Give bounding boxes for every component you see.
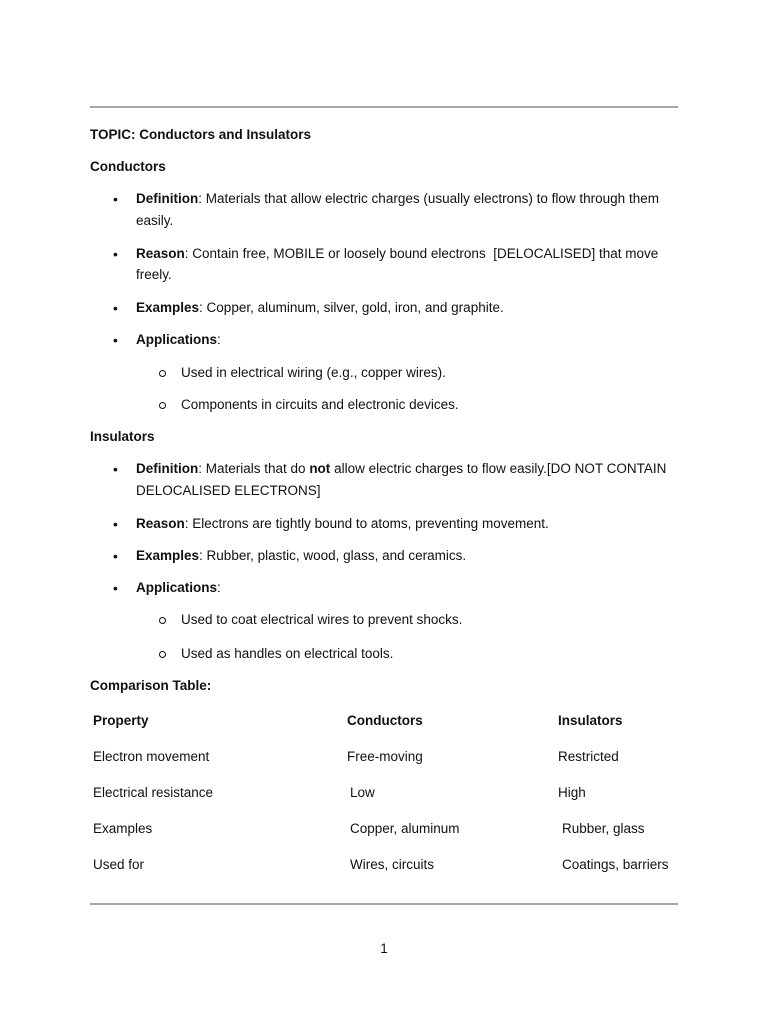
table-cell: Examples <box>93 821 153 836</box>
insulators-applications <box>136 579 221 597</box>
table-cell: Wires, circuits <box>350 857 434 872</box>
table-cell: Electron movement <box>93 749 210 764</box>
bullet-icon: • <box>113 461 118 477</box>
reason-text: : Electrons are tightly bound to atoms, preventing movement. <box>184 516 549 531</box>
insulators-application-item: Used to coat electrical wires to prevent shocks. <box>181 612 463 627</box>
table-cell: High <box>558 785 586 800</box>
reason-text: : Contain free, MOBILE or loosely bound electrons [DELOCALISED] that move <box>184 246 659 261</box>
bullet-icon: • <box>113 246 118 262</box>
definition-text: : Materials that allow electric charges (usually electrons) to flow through them <box>198 191 659 206</box>
insulators-definition <box>136 460 666 478</box>
definition-label: Definition <box>136 461 199 476</box>
table-header-insulators: Insulators <box>558 713 623 728</box>
circle-bullet-icon <box>159 617 166 624</box>
examples-label: Examples <box>136 300 200 315</box>
definition-text-rest: allow electric charges to flow easily.[DO NOT CONTAIN <box>330 461 667 476</box>
conductors-definition-cont: easily. <box>136 213 174 228</box>
conductors-applications <box>136 331 221 349</box>
applications-colon: : <box>217 580 221 595</box>
conductors-reason <box>136 245 658 263</box>
conductors-reason-cont: freely. <box>136 267 172 282</box>
conductors-examples <box>136 299 504 317</box>
conductors-heading: Conductors <box>90 159 166 174</box>
table-cell: Electrical resistance <box>93 785 214 800</box>
insulators-definition-cont: DELOCALISED ELECTRONS] <box>136 483 321 498</box>
bullet-icon: • <box>113 300 118 316</box>
definition-text: : Materials that do <box>198 461 310 476</box>
examples-text: : Rubber, plastic, wood, glass, and ceramics. <box>199 548 467 563</box>
examples-text: : Copper, aluminum, silver, gold, iron, and graphite. <box>199 300 504 315</box>
bullet-icon: • <box>113 191 118 207</box>
page-number: 1 <box>380 941 388 956</box>
conductors-application-item: Used in electrical wiring (e.g., copper wires). <box>181 365 446 380</box>
page-title: TOPIC: Conductors and Insulators <box>90 127 312 142</box>
table-cell: Low <box>350 785 375 800</box>
table-cell: Coatings, barriers <box>562 857 669 872</box>
circle-bullet-icon <box>159 370 166 377</box>
reason-label: Reason <box>136 516 185 531</box>
definition-emphasis: not <box>309 461 331 476</box>
footer-rule <box>90 903 678 905</box>
bullet-icon: • <box>113 516 118 532</box>
circle-bullet-icon <box>159 402 166 409</box>
table-header-conductors: Conductors <box>347 713 423 728</box>
conductors-application-item: Components in circuits and electronic devices. <box>181 397 459 412</box>
table-cell: Copper, aluminum <box>350 821 460 836</box>
insulators-reason <box>136 515 549 533</box>
insulators-heading: Insulators <box>90 429 155 444</box>
bullet-icon: • <box>113 548 118 564</box>
conductors-definition <box>136 190 659 208</box>
header-rule <box>90 106 678 108</box>
bullet-icon: • <box>113 580 118 596</box>
applications-label: Applications <box>136 580 218 595</box>
applications-label: Applications <box>136 332 218 347</box>
insulators-application-item: Used as handles on electrical tools. <box>181 646 394 661</box>
comparison-heading: Comparison Table: <box>90 678 212 693</box>
table-cell: Free-moving <box>347 749 423 764</box>
examples-label: Examples <box>136 548 200 563</box>
circle-bullet-icon <box>159 651 166 658</box>
bullet-icon: • <box>113 332 118 348</box>
reason-label: Reason <box>136 246 185 261</box>
insulators-examples <box>136 547 466 565</box>
table-cell: Used for <box>93 857 145 872</box>
table-cell: Restricted <box>558 749 619 764</box>
table-header-property: Property <box>93 713 149 728</box>
applications-colon: : <box>217 332 221 347</box>
definition-label: Definition <box>136 191 199 206</box>
table-cell: Rubber, glass <box>562 821 645 836</box>
